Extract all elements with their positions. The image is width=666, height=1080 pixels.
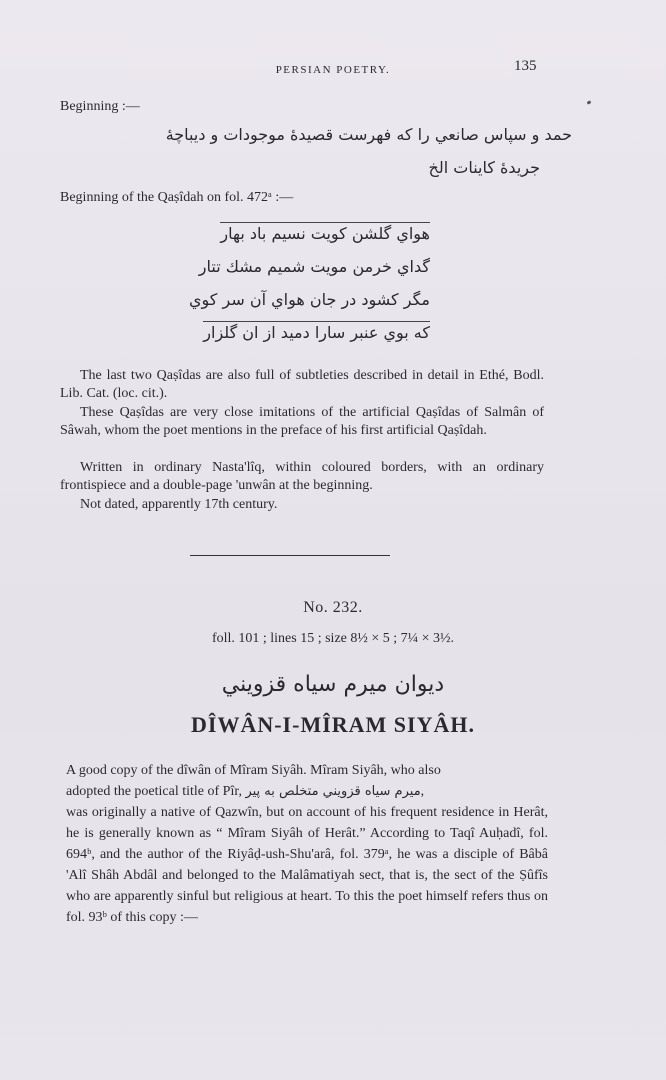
entry-number: No. 232. xyxy=(303,599,363,616)
page-number: 135 xyxy=(514,58,537,74)
description-rest: was originally a native of Qazwîn, but on account of his frequent residence in Herât, he is generally known as “ Mîram Siyâh of Herât.” According to Taqî Auḥadî, fol. 694ᵇ, and the author of the Riyâḍ-ush-Shu'arâ, fol. 379ᵃ, he was a disciple of Bâbâ 'Alî Shâh Abdâl and belonged to the Malâmatiyah sect, that is, the sect of the Ṣûfîs who are apparently sinful but religious at heart. To this the poet himself refers thus on fol. 93ᵇ of this copy :— xyxy=(66,805,548,925)
beginning-label: Beginning :— xyxy=(60,99,140,114)
verse-1-text: هواي گلشن كويت نسيم باد بهار xyxy=(220,224,430,243)
paragraph-imitations: These Qaṣîdas are very close imitations of the artificial Qaṣîdas of Salmân of Sâwah, whom the poet mentions in the preface of his first artificial Qaṣîdah. xyxy=(60,405,544,438)
verse-3-text: مگر كشود در جان هواي آن سر كوي xyxy=(189,290,430,309)
description-persian-inline: ميرم سياه قزويني متخلص به پير xyxy=(245,784,421,799)
description-line-2 xyxy=(66,781,548,802)
paragraph-subtleties: The last two Qaṣîdas are also full of subtleties described in detail in Ethé, Bodl. Lib. Cat. (loc. cit.). xyxy=(60,368,544,401)
verse-3 xyxy=(180,290,430,309)
paragraph-not-dated: Not dated, apparently 17th century. xyxy=(80,497,278,512)
qasidah-label: Beginning of the Qaṣîdah on fol. 472ᵃ :— xyxy=(60,190,294,205)
entry-persian-title: ديوان ميرم سياه قزويني xyxy=(221,672,445,697)
description-line-2-end: , xyxy=(420,784,425,799)
verse-4 xyxy=(180,323,430,342)
description-line-1: A good copy of the dîwân of Mîram Siyâh. Mîram Siyâh, who also xyxy=(66,763,441,778)
beginning-persian-line-2: جريدهٔ كاينات الخ xyxy=(428,158,540,177)
paragraph-written: Written in ordinary Nasta'lîq, within coloured borders, with an ordinary frontispiece and a double-page 'unwân at the beginning. xyxy=(60,460,544,493)
verse-1 xyxy=(180,224,430,243)
verse-4-text: كه بوي عنبر سارا دميد از ان گلزار xyxy=(203,323,430,342)
verse-2-text: گداي خرمن مويت شميم مشك تتار xyxy=(198,257,430,276)
entry-description xyxy=(66,760,548,928)
section-divider xyxy=(190,555,390,556)
running-head: PERSIAN POETRY. xyxy=(275,64,391,76)
entry-meta: foll. 101 ; lines 15 ; size 8½ × 5 ; 7¼ × 3½. xyxy=(211,631,455,646)
verse-2 xyxy=(180,257,430,276)
ink-speck xyxy=(587,100,592,105)
description-line-2-start: adopted the poetical title of Pîr, xyxy=(66,784,242,799)
beginning-persian-line-1: حمد و سپاس صانعي را كه فهرست قصيدهٔ موجودات و ديباچهٔ xyxy=(165,125,572,144)
entry-title: DÎWÂN-I-MÎRAM SIYÂH. xyxy=(191,712,475,737)
